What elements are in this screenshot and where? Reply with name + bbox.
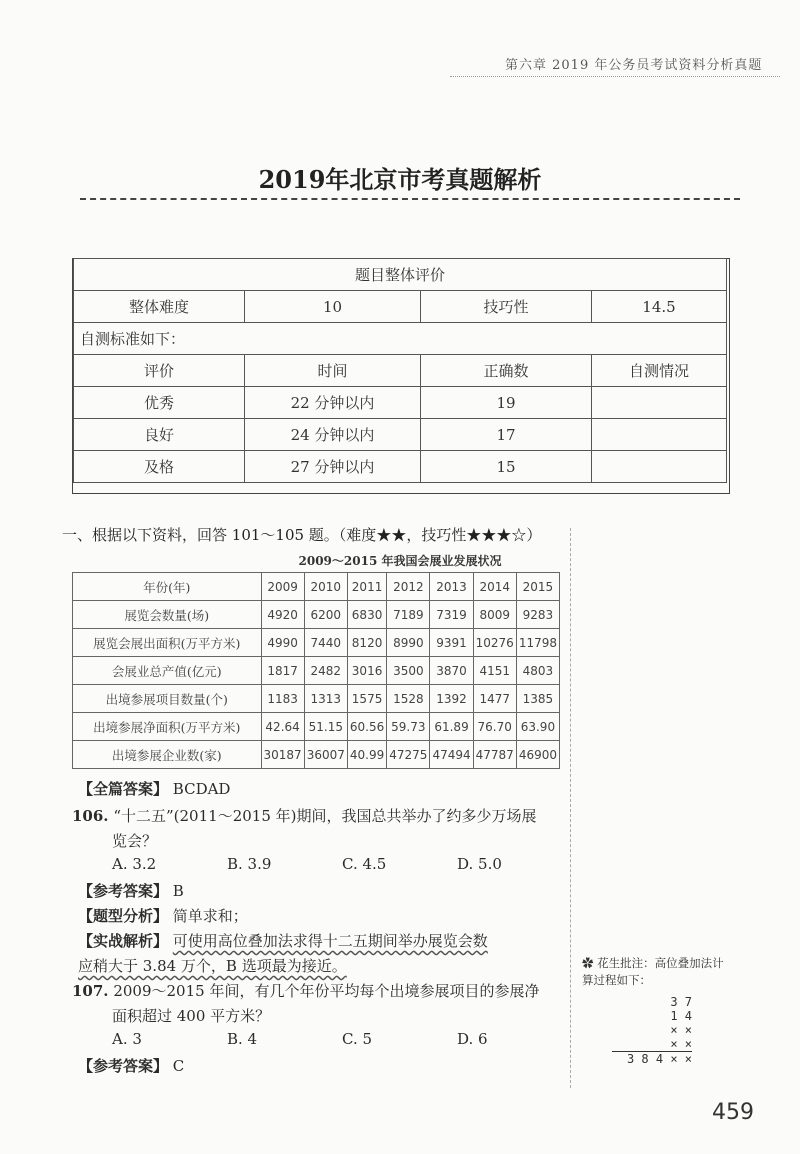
q106-solve (78, 930, 488, 951)
row-self (592, 451, 727, 483)
q107-ref (78, 1055, 184, 1076)
evaluation-row (74, 387, 727, 419)
value-cell: 47787 (473, 741, 516, 769)
year-cell: 2014 (473, 573, 516, 601)
row-correct: 15 (421, 451, 592, 483)
value-cell: 59.73 (387, 713, 430, 741)
q106-options (112, 855, 572, 873)
option-d: D. 5.0 (457, 855, 502, 873)
value-cell: 4803 (516, 657, 559, 685)
value-cell: 9283 (516, 601, 559, 629)
value-cell: 7319 (430, 601, 473, 629)
q106-stem1: “十二五”(2011～2015 年)期间，我国总共举办了约多少万场展 (113, 807, 537, 825)
value-cell: 9391 (430, 629, 473, 657)
ref-label: 【参考答案】 (78, 882, 169, 900)
intro-mid: ，技巧性 (406, 526, 467, 544)
value-cell: 42.64 (261, 713, 304, 741)
table-row (73, 741, 560, 769)
year-cell: 2011 (347, 573, 386, 601)
skill-stars: ★★★☆ (466, 526, 527, 544)
row-label: 出境参展项目数量(个) (73, 685, 262, 713)
ref-value: C (172, 1057, 185, 1075)
row-label: 会展业总产值(亿元) (73, 657, 262, 685)
answer-all (78, 778, 230, 799)
value-cell: 1392 (430, 685, 473, 713)
title-rule (80, 198, 740, 200)
table-row (73, 685, 560, 713)
q107-line1 (72, 980, 539, 1001)
solve-line1: 可使用高位叠加法求得十二五期间举办展览会数 (172, 932, 488, 950)
col-self: 自测情况 (592, 355, 727, 387)
evaluation-row (74, 419, 727, 451)
table-header-row (73, 573, 560, 601)
q107-line2: 面积超过 400 平方米？ (112, 1007, 271, 1025)
value-cell: 36007 (304, 741, 347, 769)
type-value: 简单求和； (172, 907, 248, 925)
table-row (73, 657, 560, 685)
type-label: 【题型分析】 (78, 907, 169, 925)
row-label: 出境参展净面积(万平方米) (73, 713, 262, 741)
value-cell: 1817 (261, 657, 304, 685)
skill-value: 14.5 (592, 291, 727, 323)
difficulty-label: 整体难度 (74, 291, 245, 323)
value-cell: 7189 (387, 601, 430, 629)
row-label: 展览会数量(场) (73, 601, 262, 629)
difficulty-stars: ★★ (376, 526, 407, 544)
q106-number: 106. (72, 807, 109, 825)
ref-value: B (172, 882, 184, 900)
page-number: 459 (712, 1100, 754, 1125)
year-cell: 2012 (387, 573, 430, 601)
side-note-line2: 算过程如下： (582, 973, 651, 987)
year-cell: 2009 (261, 573, 304, 601)
margin-rule (570, 528, 571, 1088)
peanut-icon: ✿ (582, 956, 594, 970)
calc-sketch (612, 995, 692, 1066)
value-cell: 1528 (387, 685, 430, 713)
option-a: A. 3 (112, 1030, 142, 1048)
row-self (592, 419, 727, 451)
value-cell: 4990 (261, 629, 304, 657)
q106-ref (78, 880, 184, 901)
year-cell: 2015 (516, 573, 559, 601)
value-cell: 63.90 (516, 713, 559, 741)
value-cell: 61.89 (430, 713, 473, 741)
option-b: B. 3.9 (227, 855, 272, 873)
row-time: 22 分钟以内 (245, 387, 421, 419)
value-cell: 11798 (516, 629, 559, 657)
value-cell: 6830 (347, 601, 386, 629)
value-cell: 60.56 (347, 713, 386, 741)
row-label: 出境参展企业数(家) (73, 741, 262, 769)
standard-note: 自测标准如下： (74, 323, 727, 355)
col-grade: 评价 (74, 355, 245, 387)
value-cell: 40.99 (347, 741, 386, 769)
table-row (73, 629, 560, 657)
side-note-line1: ✿ 花生批注：高位叠加法计 (582, 956, 724, 970)
option-b: B. 4 (227, 1030, 258, 1048)
value-cell: 1575 (347, 685, 386, 713)
calc-line: × × (612, 1037, 692, 1052)
calc-line: 3 7 (670, 995, 692, 1009)
q106-line2: 览会？ (112, 832, 158, 850)
intro-end: ） (526, 526, 542, 544)
evaluation-table (73, 258, 727, 483)
ref-label: 【参考答案】 (78, 1057, 169, 1075)
solve-line2: 应稍大于 3.84 万个，B 选项最为接近。 (78, 957, 347, 975)
value-cell: 51.15 (304, 713, 347, 741)
exhibition-table (72, 572, 560, 769)
value-cell: 30187 (261, 741, 304, 769)
value-cell: 6200 (304, 601, 347, 629)
row-grade: 优秀 (74, 387, 245, 419)
evaluation-header: 题目整体评价 (74, 259, 727, 291)
value-cell: 3016 (347, 657, 386, 685)
row-label: 展览会展出面积(万平方米) (73, 629, 262, 657)
row-correct: 19 (421, 387, 592, 419)
running-head-rule (450, 76, 780, 77)
year-cell: 2013 (430, 573, 473, 601)
q107-options (112, 1030, 572, 1048)
answer-all-value: BCDAD (172, 780, 231, 798)
side-note (582, 955, 782, 989)
row-grade: 良好 (74, 419, 245, 451)
answer-all-label: 【全篇答案】 (78, 780, 169, 798)
table-row (73, 601, 560, 629)
row-time: 27 分钟以内 (245, 451, 421, 483)
table-title: 2009～2015 年我国会展业发展状况 (298, 554, 502, 568)
value-cell: 10276 (473, 629, 516, 657)
page-title: 2019年北京市考真题解析 (258, 165, 542, 194)
row-correct: 17 (421, 419, 592, 451)
calc-line: × × (670, 1023, 692, 1037)
value-cell: 8009 (473, 601, 516, 629)
option-c: C. 4.5 (342, 855, 387, 873)
value-cell: 3870 (430, 657, 473, 685)
value-cell: 47494 (430, 741, 473, 769)
col-time: 时间 (245, 355, 421, 387)
skill-label: 技巧性 (421, 291, 592, 323)
col-correct: 正确数 (421, 355, 592, 387)
value-cell: 8990 (387, 629, 430, 657)
intro-text: 一、根据以下资料，回答 101～105 题。（难度 (62, 526, 377, 544)
value-cell: 4151 (473, 657, 516, 685)
option-c: C. 5 (342, 1030, 373, 1048)
value-cell: 8120 (347, 629, 386, 657)
q107-number: 107. (72, 982, 109, 1000)
row-self (592, 387, 727, 419)
value-cell: 47275 (387, 741, 430, 769)
value-cell: 3500 (387, 657, 430, 685)
calc-line: 1 4 (670, 1009, 692, 1023)
q107-stem1: 2009～2015 年间，有几个年份平均每个出境参展项目的参展净 (113, 982, 540, 1000)
value-cell: 2482 (304, 657, 347, 685)
q106-type (78, 905, 248, 926)
value-cell: 7440 (304, 629, 347, 657)
difficulty-value: 10 (245, 291, 421, 323)
value-cell: 1183 (261, 685, 304, 713)
option-a: A. 3.2 (112, 855, 157, 873)
value-cell: 4920 (261, 601, 304, 629)
calc-result: 3 8 4 × × (626, 1052, 692, 1066)
question-intro (62, 524, 541, 545)
option-d: D. 6 (457, 1030, 488, 1048)
header-label: 年份(年) (73, 573, 262, 601)
solve-label: 【实战解析】 (78, 932, 169, 950)
row-grade: 及格 (74, 451, 245, 483)
value-cell: 1313 (304, 685, 347, 713)
value-cell: 1477 (473, 685, 516, 713)
year-cell: 2010 (304, 573, 347, 601)
value-cell: 1385 (516, 685, 559, 713)
running-head: 第六章 2019 年公务员考试资料分析真题 (505, 58, 763, 73)
value-cell: 46900 (516, 741, 559, 769)
q106-line1 (72, 805, 537, 826)
table-row (73, 713, 560, 741)
row-time: 24 分钟以内 (245, 419, 421, 451)
evaluation-columns (74, 355, 727, 387)
value-cell: 76.70 (473, 713, 516, 741)
evaluation-row (74, 451, 727, 483)
